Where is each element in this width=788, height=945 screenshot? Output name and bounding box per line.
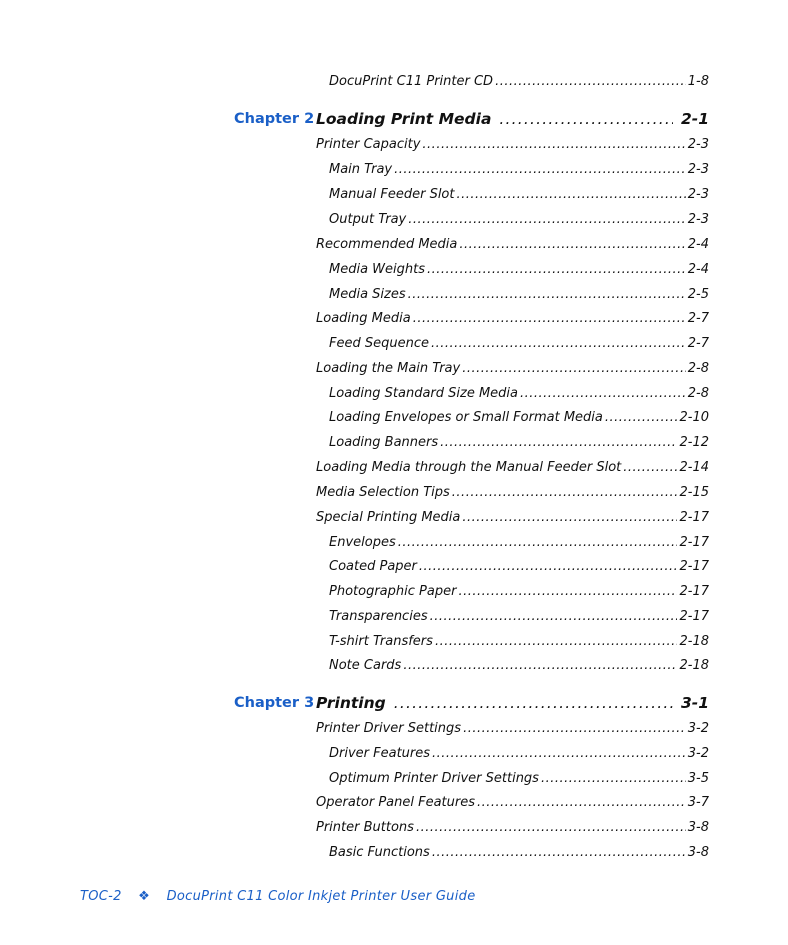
toc-entry-page: 2-8 (687, 386, 709, 401)
toc-entry-page: 2-7 (687, 311, 709, 326)
toc-entry[interactable] (329, 74, 709, 89)
toc-entry-page: 2-3 (687, 137, 709, 152)
toc-entry-page: 2-17 (679, 559, 709, 574)
toc-entry-page: 2-15 (679, 485, 709, 500)
dot-leader (462, 510, 677, 525)
dot-leader (495, 74, 686, 89)
toc-entry-title: Loading Envelopes or Small Format Media (329, 410, 603, 425)
toc-entry-title: Media Selection Tips (316, 485, 450, 500)
dot-leader (499, 110, 673, 128)
dot-leader (458, 584, 677, 599)
dot-leader (431, 336, 686, 351)
toc-entry-title: Note Cards (329, 658, 402, 673)
toc-entry-title: Loading Print Media (316, 110, 492, 128)
toc-entry[interactable] (329, 336, 709, 351)
toc-entry-title: Printer Buttons (316, 820, 414, 835)
dot-leader (541, 771, 686, 786)
toc-entry-page: 2-17 (679, 584, 709, 599)
dot-leader (427, 262, 686, 277)
toc-entry-title: Main Tray (329, 162, 393, 177)
toc-entry-page: 3-2 (687, 746, 709, 761)
toc-entry-title: Transparencies (329, 609, 428, 624)
dot-leader (408, 212, 686, 227)
dot-leader (463, 721, 686, 736)
dot-leader (398, 535, 678, 550)
dot-leader (520, 386, 686, 401)
toc-entry-page: 3-8 (687, 820, 709, 835)
toc-entry-title: Basic Functions (329, 845, 430, 860)
toc-entry-title: Loading Media through the Manual Feeder Slot (316, 460, 622, 475)
toc-entry-title: Operator Panel Features (316, 795, 476, 810)
toc-entry-title: Loading Banners (329, 435, 439, 450)
chapter-label: Chapter 2 (234, 111, 315, 127)
toc-entry[interactable] (329, 559, 709, 574)
toc-entry-page: 2-17 (679, 535, 709, 550)
footer-page-label: TOC-2 (80, 889, 122, 904)
toc-entry-page: 2-3 (687, 212, 709, 227)
toc-entry-title: T-shirt Transfers (329, 634, 433, 649)
toc-chapter-entry[interactable] (316, 110, 709, 128)
dot-leader (394, 694, 673, 712)
toc-entry[interactable] (329, 187, 709, 202)
toc-entry[interactable] (316, 485, 709, 500)
toc-entry-title: Loading Media (316, 311, 411, 326)
toc-entry[interactable] (329, 535, 709, 550)
toc-entry[interactable] (316, 311, 709, 326)
toc-entry-title: DocuPrint C11 Printer CD (329, 74, 494, 89)
dot-leader (394, 162, 686, 177)
toc-chapter-entry[interactable] (316, 694, 709, 712)
dot-leader (432, 845, 686, 860)
toc-entry-title: Loading the Main Tray (316, 361, 461, 376)
dot-leader (419, 559, 678, 574)
toc-entry-title: Printer Driver Settings (316, 721, 462, 736)
dot-leader (440, 435, 677, 450)
toc-entry[interactable] (329, 410, 709, 425)
toc-entry[interactable] (329, 845, 709, 860)
toc-entry-page: 2-18 (679, 634, 709, 649)
toc-entry-title: Output Tray (329, 212, 407, 227)
toc-entry-page: 2-3 (687, 187, 709, 202)
toc-entry[interactable] (329, 435, 709, 450)
dot-leader (408, 287, 686, 302)
toc-entry-page: 2-5 (687, 287, 709, 302)
toc-entry-title: Loading Standard Size Media (329, 386, 519, 401)
toc-entry[interactable] (316, 795, 709, 810)
dot-leader (623, 460, 677, 475)
toc-entry-page: 2-10 (679, 410, 709, 425)
toc-entry-page: 2-8 (687, 361, 709, 376)
dot-leader (605, 410, 678, 425)
toc-entry[interactable] (329, 609, 709, 624)
toc-entry[interactable] (316, 460, 709, 475)
dot-leader (457, 187, 686, 202)
dot-leader (452, 485, 678, 500)
toc-entry-title: Driver Features (329, 746, 431, 761)
toc-entry-title: Manual Feeder Slot (329, 187, 455, 202)
toc-entry-page: 3-2 (687, 721, 709, 736)
toc-entry[interactable] (329, 658, 709, 673)
toc-entry-title: Media Sizes (329, 287, 406, 302)
toc-entry-page: 2-4 (687, 262, 709, 277)
toc-entry[interactable] (329, 212, 709, 227)
toc-entry-page: 2-1 (680, 110, 709, 128)
toc-entry[interactable] (329, 287, 709, 302)
footer-separator-icon: ❖ (138, 889, 151, 904)
toc-entry-title: Coated Paper (329, 559, 417, 574)
toc-entry-page: 2-18 (679, 658, 709, 673)
toc-entry[interactable] (316, 721, 709, 736)
page-footer (80, 889, 476, 904)
toc-entry-title: Printer Capacity (316, 137, 421, 152)
toc-entry[interactable] (329, 771, 709, 786)
dot-leader (459, 237, 685, 252)
toc-entry-page: 2-17 (679, 510, 709, 525)
toc-entry-page: 3-8 (687, 845, 709, 860)
dot-leader (462, 361, 686, 376)
toc-entry[interactable] (329, 634, 709, 649)
dot-leader (432, 746, 686, 761)
toc-entry-title: Feed Sequence (329, 336, 429, 351)
toc-entry[interactable] (329, 386, 709, 401)
chapter-label: Chapter 3 (234, 695, 315, 711)
toc-entry[interactable] (316, 137, 709, 152)
dot-leader (435, 634, 678, 649)
toc-entry-title: Photographic Paper (329, 584, 457, 599)
toc-entry-title: Special Printing Media (316, 510, 461, 525)
dot-leader (413, 311, 686, 326)
dot-leader (422, 137, 685, 152)
toc-entry-title: Envelopes (329, 535, 396, 550)
toc-entry-page: 2-12 (679, 435, 709, 450)
toc-entry-page: 3-5 (687, 771, 709, 786)
toc-entry[interactable] (316, 510, 709, 525)
toc-entry-title: Optimum Printer Driver Settings (329, 771, 539, 786)
toc-entry[interactable] (329, 162, 709, 177)
toc-entry[interactable] (329, 584, 709, 599)
toc-entry-page: 2-14 (679, 460, 709, 475)
toc-entry[interactable] (316, 237, 709, 252)
toc-entry-page: 2-3 (687, 162, 709, 177)
toc-entry[interactable] (329, 746, 709, 761)
toc-entry-title: Media Weights (329, 262, 426, 277)
toc-entry-page: 2-4 (687, 237, 709, 252)
dot-leader (403, 658, 677, 673)
toc-entry-title: Recommended Media (316, 237, 458, 252)
toc-entry-title: Printing (316, 694, 386, 712)
toc-entry[interactable] (316, 820, 709, 835)
toc-entry[interactable] (316, 361, 709, 376)
dot-leader (416, 820, 686, 835)
toc-entry-page: 2-17 (679, 609, 709, 624)
footer-doc-title: DocuPrint C11 Color Inkjet Printer User Guide (166, 889, 476, 904)
toc-entry-page: 3-1 (680, 694, 709, 712)
toc-entry[interactable] (329, 262, 709, 277)
dot-leader (477, 795, 686, 810)
toc-entry-page: 1-8 (687, 74, 709, 89)
toc-entry-page: 2-7 (687, 336, 709, 351)
toc-entry-page: 3-7 (687, 795, 709, 810)
dot-leader (430, 609, 678, 624)
